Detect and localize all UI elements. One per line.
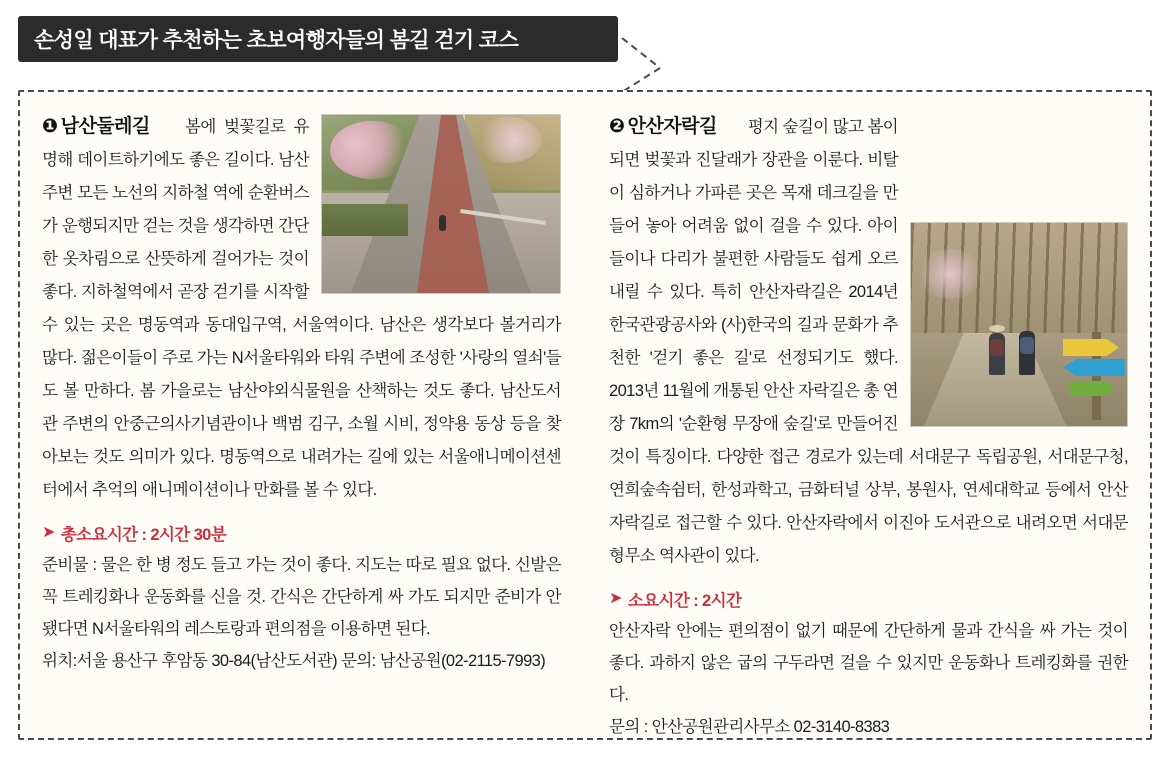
course-2-contact: 문의 : 안산공원관리사무소 02-3140-8383 [609, 718, 890, 736]
arrow-right-icon: ➤ [42, 524, 55, 541]
ansan-trail-photo [910, 222, 1128, 427]
course-1-body: 봄에 벚꽃길로 유명해 데이트하기에도 좋은 길이다. 남산 주변 모든 노선의 지하철 역에 순환버스가 운행되지만 걷는 것을 생각하면 간단한 옷차림으로 산뜻하게 걸어가는 것이 좋다. 지하철역에서 곧장 걷기를 시작할 수 있는 곳은 명동역과 동대입구역, 서울역이다. 남산은 생각보다 볼거리가 많다. 젊은이들이 주로 가는 N서울타워와 타워 주변에 조성한 '사랑의 열쇠'들도 볼 만하다. 봄 가을로는 남산야외식물원을 산책하는 것도 좋다. 남산도서관 주변의 안중근의사기념관이나 백범 김구, 소월 시비, 정약용 동상 등을 찾아보는 것도 의미가 있다. 명동역으로 내려가는 길에 있는 서울애니메이션센터에서 추억의 애니메이션이나 만화를 볼 수 있다. [42, 118, 561, 499]
content-box [18, 90, 1152, 740]
course-column-2 [585, 110, 1128, 736]
course-1-note: 준비물 : 물은 한 병 정도 들고 가는 것이 좋다. 지도는 따로 필요 없다. 신발은 꼭 트레킹화나 운동화를 신을 것. 간식은 간단하게 싸 가도 되지만 준비가 안 됐다면 N서울타워의 레스토랑과 편의점을 이용하면 된다. [42, 556, 561, 638]
course-column-1 [42, 110, 585, 724]
page-title-bar [18, 16, 618, 62]
course-2-summary [609, 587, 1128, 611]
course-2-paragraph [609, 110, 1128, 573]
connector-dashes [620, 34, 690, 94]
course-2-title: 안산자락길 [627, 116, 717, 137]
course-2-summary-label: 소요시간 : 2시간 [627, 592, 742, 610]
course-2-body: 평지 숲길이 많고 봄이 되면 벚꽃과 진달래가 장관을 이룬다. 비탈이 심하거나 가파른 곳은 목재 데크길을 만들어 놓아 어려움 없이 걸을 수 있다. 아이들이나 다리가 불편한 사람들도 쉽게 오르내릴 수 있다. 특히 안산자락길은 2014년 한국관광공사와 (사)한국의 길과 문화가 추천한 '걷기 좋은 길'로 선정되기도 했다. 2013년 11월에 개통된 안산 자락길은 총 연장 7km의 '순환형 무장애 숲길'로 만들어진 것이 특징이다. 다양한 접근 경로가 있는데 서대문구 독립공원, 서대문구청, 연희숲속쉼터, 한성과학고, 금화터널 상부, 봉원사, 연세대학교 등에서 안산자락길로 접근할 수 있다. 안산자락에서 이진아 도서관으로 내려오면 서대문형무소 역사관이 있다. [609, 118, 1128, 565]
course-2-heading [609, 116, 722, 137]
course-2-number: ❷ [609, 116, 625, 137]
course-1-number: ❶ [42, 116, 58, 137]
namsan-trail-photo [321, 114, 561, 294]
page-title: 손성일 대표가 추천하는 초보여행자들의 봄길 걷기 코스 [34, 29, 519, 52]
course-1-heading [42, 116, 159, 137]
course-1-title: 남산둘레길 [60, 116, 150, 137]
course-1-contact: 위치:서울 용산구 후암동 30-84(남산도서관) 문의: 남산공원(02-2115-7993) [42, 652, 546, 670]
course-columns [20, 92, 1150, 738]
course-1-summary-label: 총소요시간 : 2시간 30분 [60, 526, 227, 544]
course-2-note: 안산자락 안에는 편의점이 없기 때문에 간단하게 물과 간식을 싸 가는 것이 좋다. 과하지 않은 굽의 구두라면 걸을 수 있지만 운동화나 트레킹화를 권한다. [609, 622, 1128, 704]
course-1-summary [42, 521, 561, 545]
arrow-right-icon: ➤ [609, 590, 622, 607]
